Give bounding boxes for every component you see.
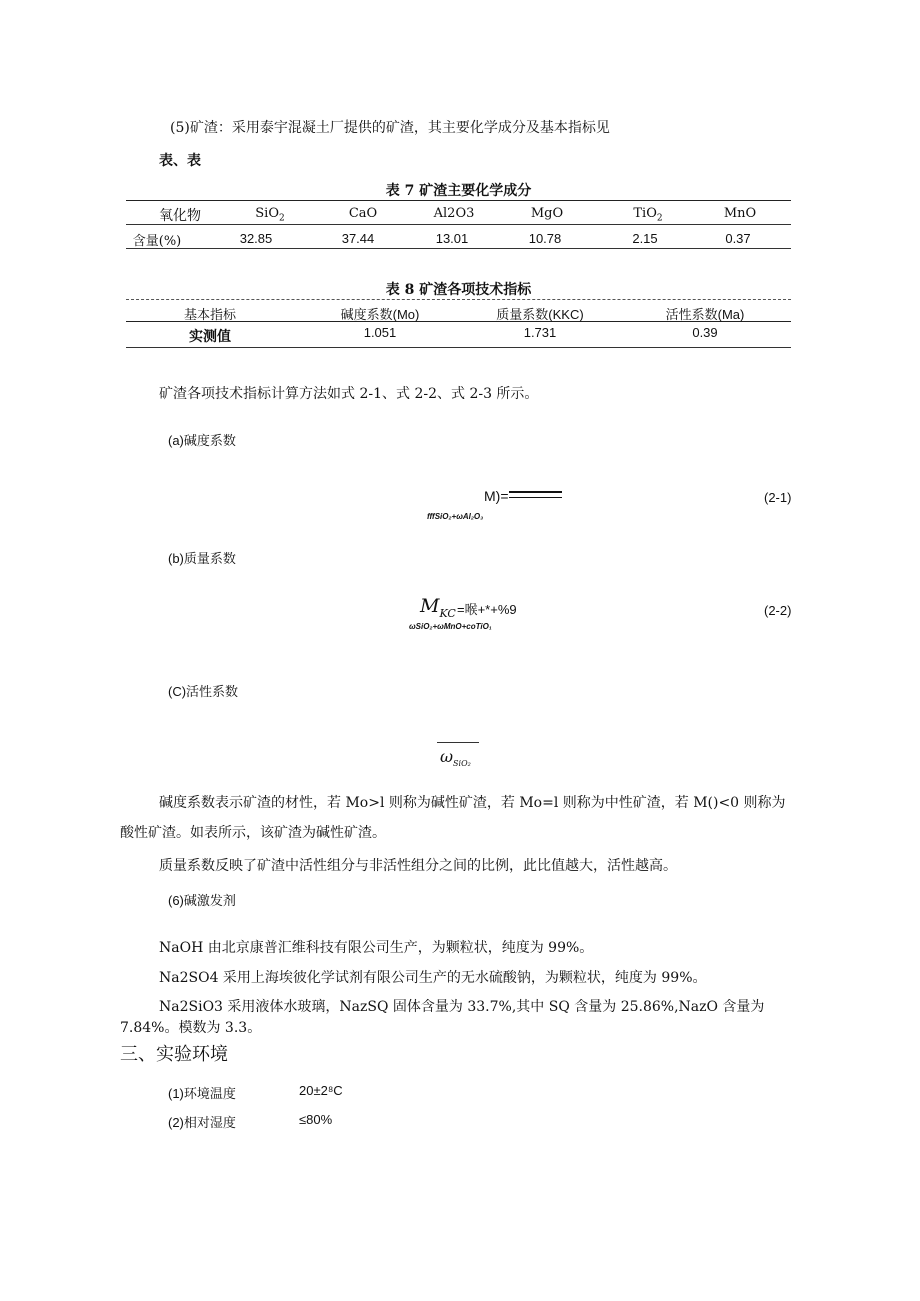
table8-top-rule bbox=[126, 299, 791, 300]
env-label-temperature: (1)环境温度 bbox=[168, 1086, 236, 1101]
table7-top-rule bbox=[126, 200, 791, 201]
table7-header-mgo: MgO bbox=[530, 206, 564, 221]
table7-header-sio2: SiO$_2$ bbox=[255, 206, 285, 224]
formula-2-subscript: ωSiO₂+ωMnO+coTiO₁ bbox=[409, 622, 492, 631]
formula-1-bar-2 bbox=[509, 497, 562, 498]
env-label-humidity: (2)相对湿度 bbox=[168, 1115, 236, 1130]
table7-header-cao: CaO bbox=[348, 206, 378, 221]
methods-text: 矿渣各项技术指标计算方法如式 2-1、式 2-2、式 2-3 所示。 bbox=[159, 386, 539, 402]
table7-cell: 32.85 bbox=[239, 231, 273, 246]
formula-1-number: (2-1) bbox=[764, 490, 792, 505]
formula-2-number: (2-2) bbox=[764, 603, 792, 618]
formula-2-main: $M_{KC}$ bbox=[420, 595, 456, 620]
intro-line-2: 表、表 bbox=[159, 153, 201, 169]
table8-header: 活性系数(Ma) bbox=[665, 307, 745, 322]
formula-3-bar bbox=[437, 742, 479, 743]
table7-header-tio2: TiO$_2$ bbox=[633, 206, 663, 224]
table8-row-label: 实测值 bbox=[189, 329, 231, 345]
formula-3-denominator: $\omega_{SiO_2}$ bbox=[440, 747, 471, 769]
paragraph-naoh: NaOH 由北京康普汇维科技有限公司生产，为颗粒状，纯度为 99%。 bbox=[159, 940, 594, 956]
formula-1-bar bbox=[509, 491, 562, 493]
formula-1-subscript: fffSiO₂+ωAl₂O₃ bbox=[427, 512, 484, 521]
table8-caption: 表 8 矿渣各项技术指标 bbox=[385, 282, 532, 298]
table8-bottom-rule bbox=[126, 347, 791, 348]
table7-cell: 37.44 bbox=[341, 231, 375, 246]
table8-header: 基本指标 bbox=[183, 308, 236, 323]
table7-header-oxide: 氧化物 bbox=[159, 208, 201, 224]
table7-mid-rule bbox=[126, 224, 791, 225]
env-value-temperature: 20±2⁸C bbox=[299, 1083, 343, 1098]
section-a-label: (a)碱度系数 bbox=[168, 433, 236, 448]
section-c-label: (C)活性系数 bbox=[168, 684, 239, 699]
paragraph-na2sio3-line-2: 7.84%。模数为 3.3。 bbox=[120, 1020, 262, 1036]
paragraph-quality: 质量系数反映了矿渣中活性组分与非活性组分之间的比例，此比值越大，活性越高。 bbox=[159, 858, 677, 874]
paragraph-basicity-line-2: 酸性矿渣。如表所示，该矿渣为碱性矿渣。 bbox=[120, 825, 386, 841]
table7-bottom-rule bbox=[126, 248, 791, 249]
table8-cell: 1.051 bbox=[363, 325, 397, 340]
table8-header: 碱度系数(Mo) bbox=[340, 307, 420, 322]
section-6-label: (6)碱激发剂 bbox=[168, 893, 236, 908]
table8-header: 质量系数(KKC) bbox=[496, 307, 584, 322]
paragraph-basicity-line-1: 碱度系数表示矿渣的材性，若 Mo>l 则称为碱性矿渣，若 Mo=l 则称为中性矿渣，若 M()<0 则称为 bbox=[159, 795, 786, 811]
paragraph-na2sio3-line-1: Na2SiO3 采用液体水玻璃，NazSQ 固体含量为 33.7%,其中 SQ 含量为 25.86%,NazO 含量为 bbox=[159, 999, 765, 1015]
table7-cell: 10.78 bbox=[528, 231, 562, 246]
formula-2-rhs: =喉+*+%9 bbox=[457, 602, 517, 617]
section-b-label: (b)质量系数 bbox=[168, 551, 236, 566]
table7-cell: 13.01 bbox=[435, 231, 469, 246]
formula-1-lhs: M)= bbox=[484, 488, 509, 504]
env-value-humidity: ≤80% bbox=[299, 1112, 333, 1127]
table7-cell: 0.37 bbox=[725, 231, 751, 246]
table7-caption: 表 7 矿渣主要化学成分 bbox=[385, 183, 532, 199]
table7-header-mno: MnO bbox=[723, 206, 757, 221]
section-3-title: 三、实验环境 bbox=[120, 1044, 228, 1065]
table7-cell: 2.15 bbox=[632, 231, 658, 246]
table8-cell: 1.731 bbox=[523, 325, 557, 340]
paragraph-na2so4: Na2SO4 采用上海埃彼化学试剂有限公司生产的无水硫酸钠，为颗粒状，纯度为 99%。 bbox=[159, 970, 707, 986]
table7-row-label: 含量(%) bbox=[132, 234, 182, 249]
intro-line-1: (5)矿渣：采用泰宇混凝土厂提供的矿渣，其主要化学成分及基本指标见 bbox=[170, 120, 610, 136]
table7-header-al2o3: Al2O3 bbox=[433, 206, 475, 221]
table8-cell: 0.39 bbox=[692, 325, 718, 340]
